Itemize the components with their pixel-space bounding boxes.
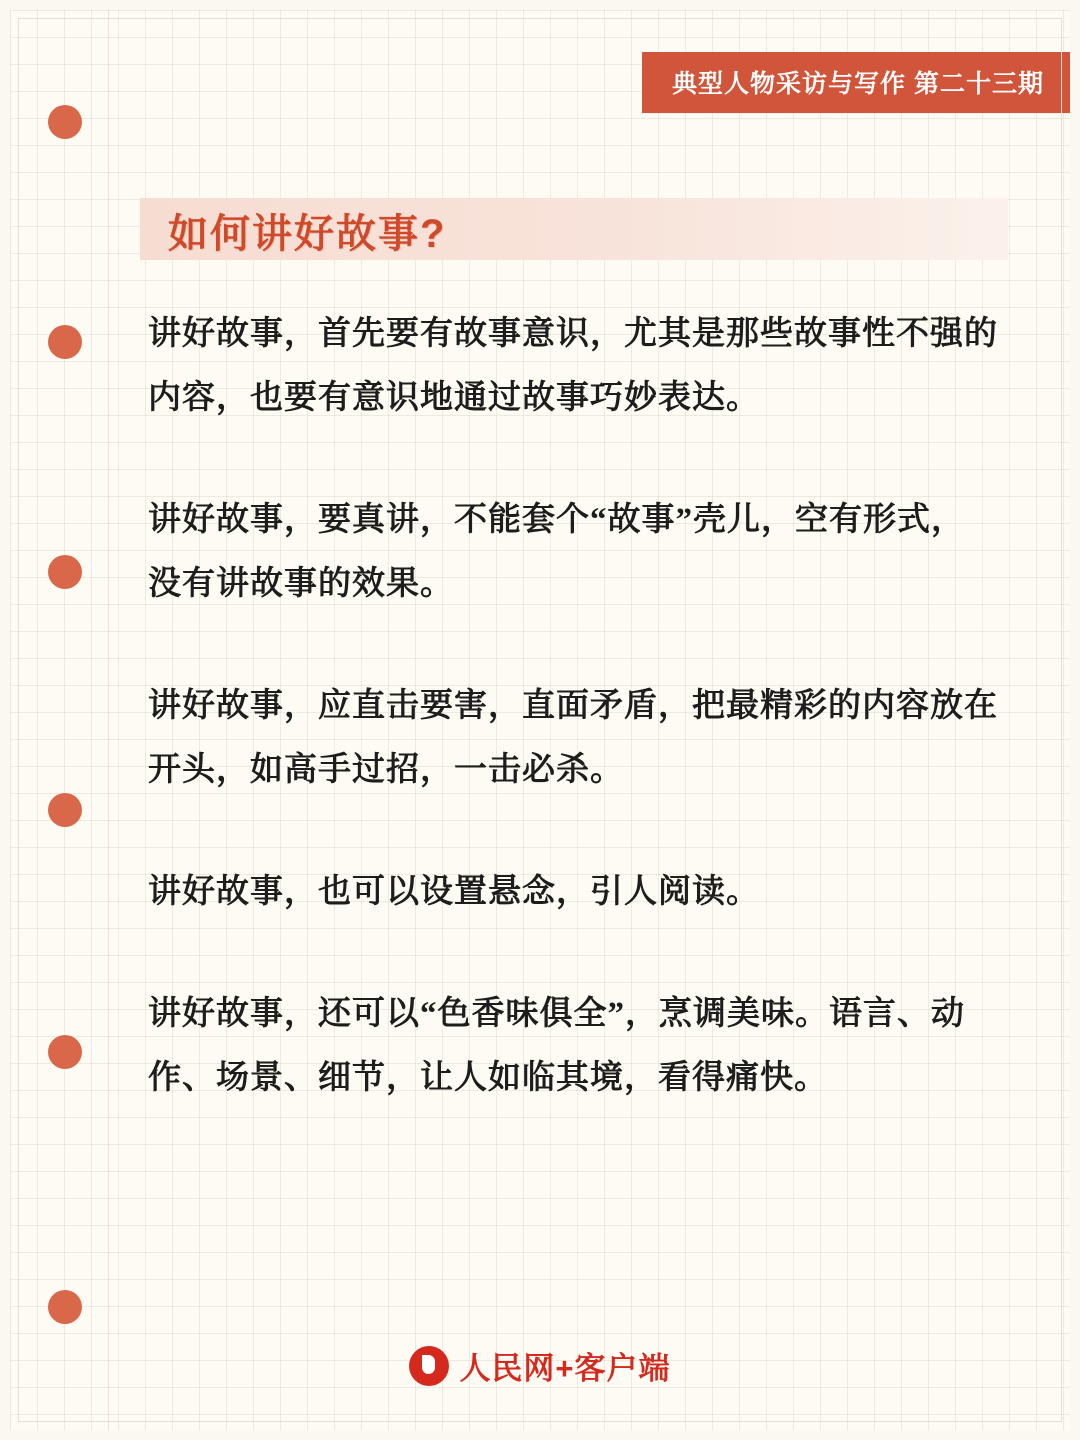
binder-hole	[48, 1290, 82, 1324]
people-daily-logo-icon	[409, 1346, 449, 1386]
margin-rule-line	[108, 10, 109, 1430]
series-ribbon: 典型人物采访与写作 第二十三期	[642, 52, 1070, 113]
paragraph: 讲好故事，应直击要害，直面矛盾，把最精彩的内容放在开头，如高手过招，一击必杀。	[148, 688, 998, 788]
paragraph: 讲好故事，还可以“色香味俱全”，烹调美味。语言、动作、场景、细节，让人如临其境，看得痛快。	[148, 996, 965, 1096]
binder-hole	[48, 793, 82, 827]
binder-hole	[48, 105, 82, 139]
paragraph: 讲好故事，也可以设置悬念，引人阅读。	[148, 874, 760, 910]
paragraph: 讲好故事，要真讲，不能套个“故事”壳儿，空有形式，没有讲故事的效果。	[148, 502, 965, 602]
page-title: 如何讲好故事?	[168, 212, 447, 256]
binder-hole	[48, 555, 82, 589]
footer-brand	[10, 1343, 1070, 1388]
binder-hole	[48, 325, 82, 359]
binder-hole	[48, 1035, 82, 1069]
paragraph: 讲好故事，首先要有故事意识，尤其是那些故事性不强的内容，也要有意识地通过故事巧妙表达。	[148, 316, 998, 416]
footer-brand-label: 人民网+客户端	[459, 1351, 671, 1386]
body-content	[148, 302, 998, 1110]
